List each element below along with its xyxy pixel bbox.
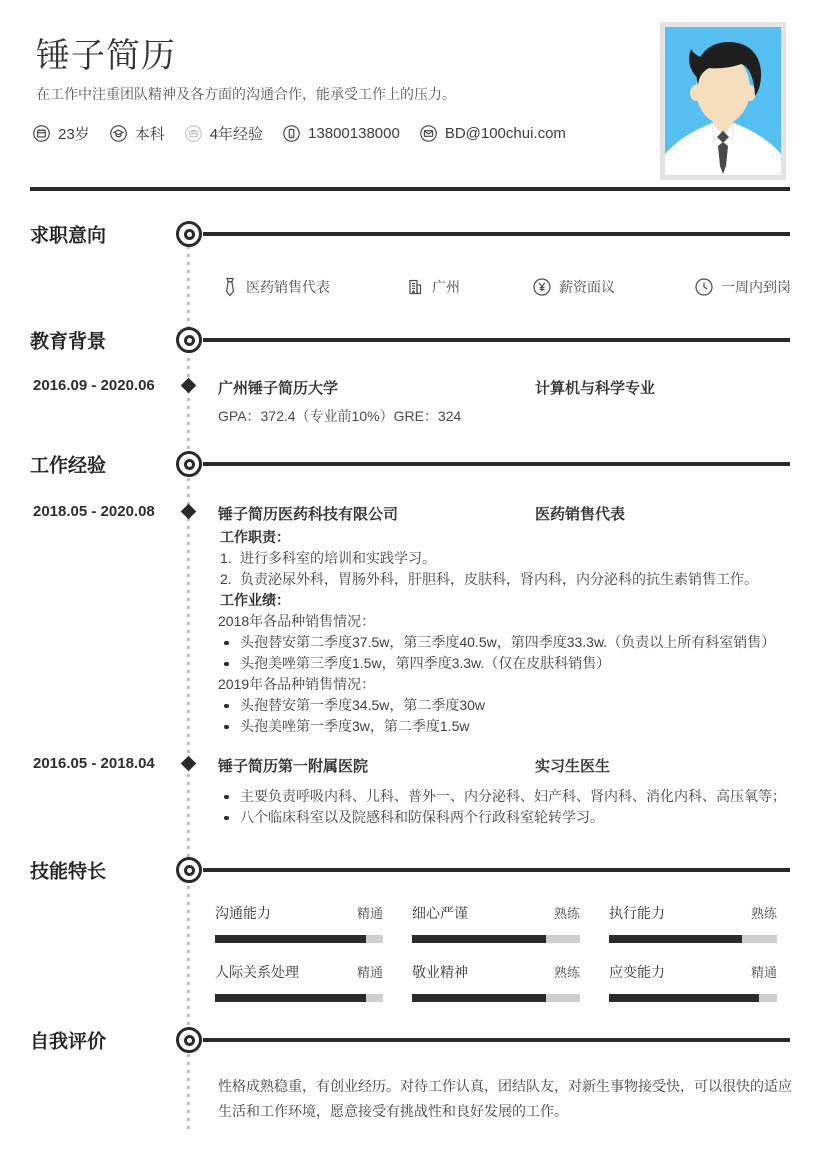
section-header-education bbox=[0, 327, 820, 353]
info-item-degree bbox=[110, 123, 165, 144]
skill-progress-bar bbox=[412, 935, 580, 943]
detail-subhead: 工作职责： bbox=[220, 529, 290, 545]
section-header-experience bbox=[0, 451, 820, 477]
info-item-phone bbox=[283, 125, 400, 142]
section-rule bbox=[203, 338, 790, 342]
skill-name: 执行能力 bbox=[609, 905, 665, 921]
detail-bullet-item: 八个临床科室以及院感科和防保科两个行政科室轮转学习。 bbox=[218, 807, 796, 828]
skill-progress-bar bbox=[609, 935, 777, 943]
skill-level: 精通 bbox=[750, 965, 777, 980]
skill-progress-bar bbox=[215, 994, 383, 1002]
age-text: 23岁 bbox=[58, 126, 90, 143]
section-header-skills bbox=[0, 857, 820, 883]
experience-period: 2018.05 - 2020.08 bbox=[33, 503, 155, 520]
detail-text: 2019年各品种销售情况： bbox=[218, 676, 376, 692]
summary-text: 在工作中注重团队精神及各方面的沟通合作，能承受工作上的压力。 bbox=[36, 86, 456, 102]
experience-company: 锤子简历第一附属医院 bbox=[218, 758, 369, 775]
skill-name: 人际关系处理 bbox=[215, 964, 299, 980]
detail-bullet-item: 主要负责呼吸内科、儿科、普外一、内分泌科、妇产科、肾内科、消化内科、高压氧等； bbox=[218, 786, 796, 807]
detail-subhead: 工作业绩： bbox=[220, 592, 290, 608]
skill-item bbox=[215, 962, 383, 1002]
page-title: 锤子简历 bbox=[36, 37, 176, 75]
intention-salary-text: 薪资面议 bbox=[559, 279, 615, 295]
education-entry-header bbox=[0, 377, 820, 395]
timeline-diamond-icon bbox=[181, 756, 197, 772]
intention-position bbox=[222, 277, 330, 297]
info-item-experience bbox=[185, 123, 263, 144]
skill-item bbox=[215, 903, 383, 943]
tie-icon bbox=[222, 277, 238, 297]
timeline-ring-icon bbox=[176, 857, 202, 883]
skills-grid bbox=[215, 903, 777, 1002]
experience-text: 4年经验 bbox=[209, 126, 264, 143]
timeline-ring-icon bbox=[176, 221, 202, 247]
education-school: 广州锤子简历大学 bbox=[218, 380, 339, 397]
skill-name: 细心严谨 bbox=[412, 905, 468, 921]
experience-company: 锤子简历医药科技有限公司 bbox=[218, 506, 399, 523]
timeline-ring-icon bbox=[176, 327, 202, 353]
experience-entry-header bbox=[0, 503, 820, 521]
section-rule bbox=[203, 232, 790, 236]
skill-item bbox=[412, 903, 580, 943]
intention-city bbox=[406, 277, 460, 297]
section-title: 技能特长 bbox=[30, 861, 107, 883]
section-rule bbox=[203, 868, 790, 872]
intention-availability bbox=[695, 277, 791, 297]
experience-entry-header bbox=[0, 755, 820, 773]
education-period: 2016.09 - 2020.06 bbox=[33, 377, 155, 394]
info-item-age bbox=[33, 123, 90, 144]
section-rule bbox=[203, 462, 790, 466]
briefcase-icon bbox=[185, 125, 202, 142]
experience-period: 2016.05 - 2018.04 bbox=[33, 755, 155, 772]
intention-city-text: 广州 bbox=[432, 279, 460, 295]
timeline-diamond-icon bbox=[181, 504, 197, 520]
section-title: 工作经验 bbox=[30, 455, 107, 477]
section-header-intention bbox=[0, 221, 820, 247]
intention-position-text: 医药销售代表 bbox=[246, 279, 330, 295]
clock-icon bbox=[695, 278, 713, 296]
section-title: 求职意向 bbox=[30, 225, 107, 247]
avatar-illustration bbox=[665, 27, 781, 175]
skill-name: 沟通能力 bbox=[215, 905, 271, 921]
header-divider bbox=[30, 187, 790, 191]
timeline-diamond-icon bbox=[181, 378, 197, 394]
detail-bullet-item: 头孢美唑第三季度1.5w，第四季度3.3w.（仅在皮肤科销售） bbox=[218, 653, 796, 674]
graduation-cap-icon bbox=[110, 125, 127, 142]
skill-level: 熟练 bbox=[750, 906, 777, 921]
skill-item bbox=[412, 962, 580, 1002]
skill-progress-bar bbox=[412, 994, 580, 1002]
timeline-ring-icon bbox=[176, 1027, 202, 1053]
basic-info-row bbox=[33, 123, 566, 144]
skill-item bbox=[609, 962, 777, 1002]
detail-bullet-item: 头孢美唑第一季度3w，第二季度1.5w bbox=[218, 716, 796, 737]
education-detail: GPA：372.4（专业前10%）GRE：324 bbox=[218, 408, 462, 424]
intention-row bbox=[0, 277, 820, 297]
experience-role: 医药销售代表 bbox=[535, 506, 626, 523]
section-title: 自我评价 bbox=[30, 1031, 107, 1053]
detail-bullet-item: 头孢替安第二季度37.5w，第三季度40.5w，第四季度33.3w.（负责以上所有科室销售） bbox=[218, 632, 796, 653]
section-title: 教育背景 bbox=[30, 331, 107, 353]
info-item-email bbox=[420, 125, 566, 142]
skill-level: 熟练 bbox=[553, 906, 580, 921]
detail-numbered-item: 1. 进行多科室的培训和实践学习。 bbox=[220, 550, 436, 566]
profile-photo bbox=[660, 22, 786, 180]
detail-text: 2018年各品种销售情况： bbox=[218, 613, 376, 629]
experience-detail-list bbox=[218, 786, 796, 828]
yuan-coin-icon bbox=[533, 278, 551, 296]
skill-item bbox=[609, 903, 777, 943]
section-rule bbox=[203, 1038, 790, 1042]
intention-availability-text: 一周内到岗 bbox=[721, 279, 791, 295]
email-icon bbox=[420, 125, 437, 142]
detail-bullet-item: 头孢替安第一季度34.5w，第二季度30w bbox=[218, 695, 796, 716]
skill-name: 应变能力 bbox=[609, 964, 665, 980]
skill-level: 熟练 bbox=[553, 965, 580, 980]
section-header-evaluation bbox=[0, 1027, 820, 1053]
email-text: BD@100chui.com bbox=[444, 125, 566, 142]
phone-icon bbox=[283, 125, 300, 142]
degree-text: 本科 bbox=[134, 126, 165, 143]
experience-role: 实习生医生 bbox=[535, 758, 611, 775]
timeline-ring-icon bbox=[176, 451, 202, 477]
skill-level: 精通 bbox=[356, 906, 383, 921]
building-icon bbox=[406, 278, 424, 296]
skill-name: 敬业精神 bbox=[412, 964, 468, 980]
calendar-icon bbox=[33, 125, 50, 142]
intention-salary bbox=[533, 277, 615, 297]
skill-progress-bar bbox=[609, 994, 777, 1002]
phone-text: 13800138000 bbox=[308, 125, 400, 142]
detail-numbered-item: 2. 负责泌尿外科，胃肠外科，肝胆科，皮肤科，肾内科，内分泌科的抗生素销售工作。 bbox=[220, 571, 758, 587]
skill-progress-bar bbox=[215, 935, 383, 943]
self-evaluation-text: 性格成熟稳重，有创业经历。对待工作认真，团结队友，对新生事物接受快，可以很快的适应生活和工作环境，愿意接受有挑战性和良好发展的工作。 bbox=[218, 1078, 792, 1119]
experience-detail-list bbox=[218, 527, 796, 737]
education-major: 计算机与科学专业 bbox=[535, 380, 656, 397]
skill-level: 精通 bbox=[356, 965, 383, 980]
